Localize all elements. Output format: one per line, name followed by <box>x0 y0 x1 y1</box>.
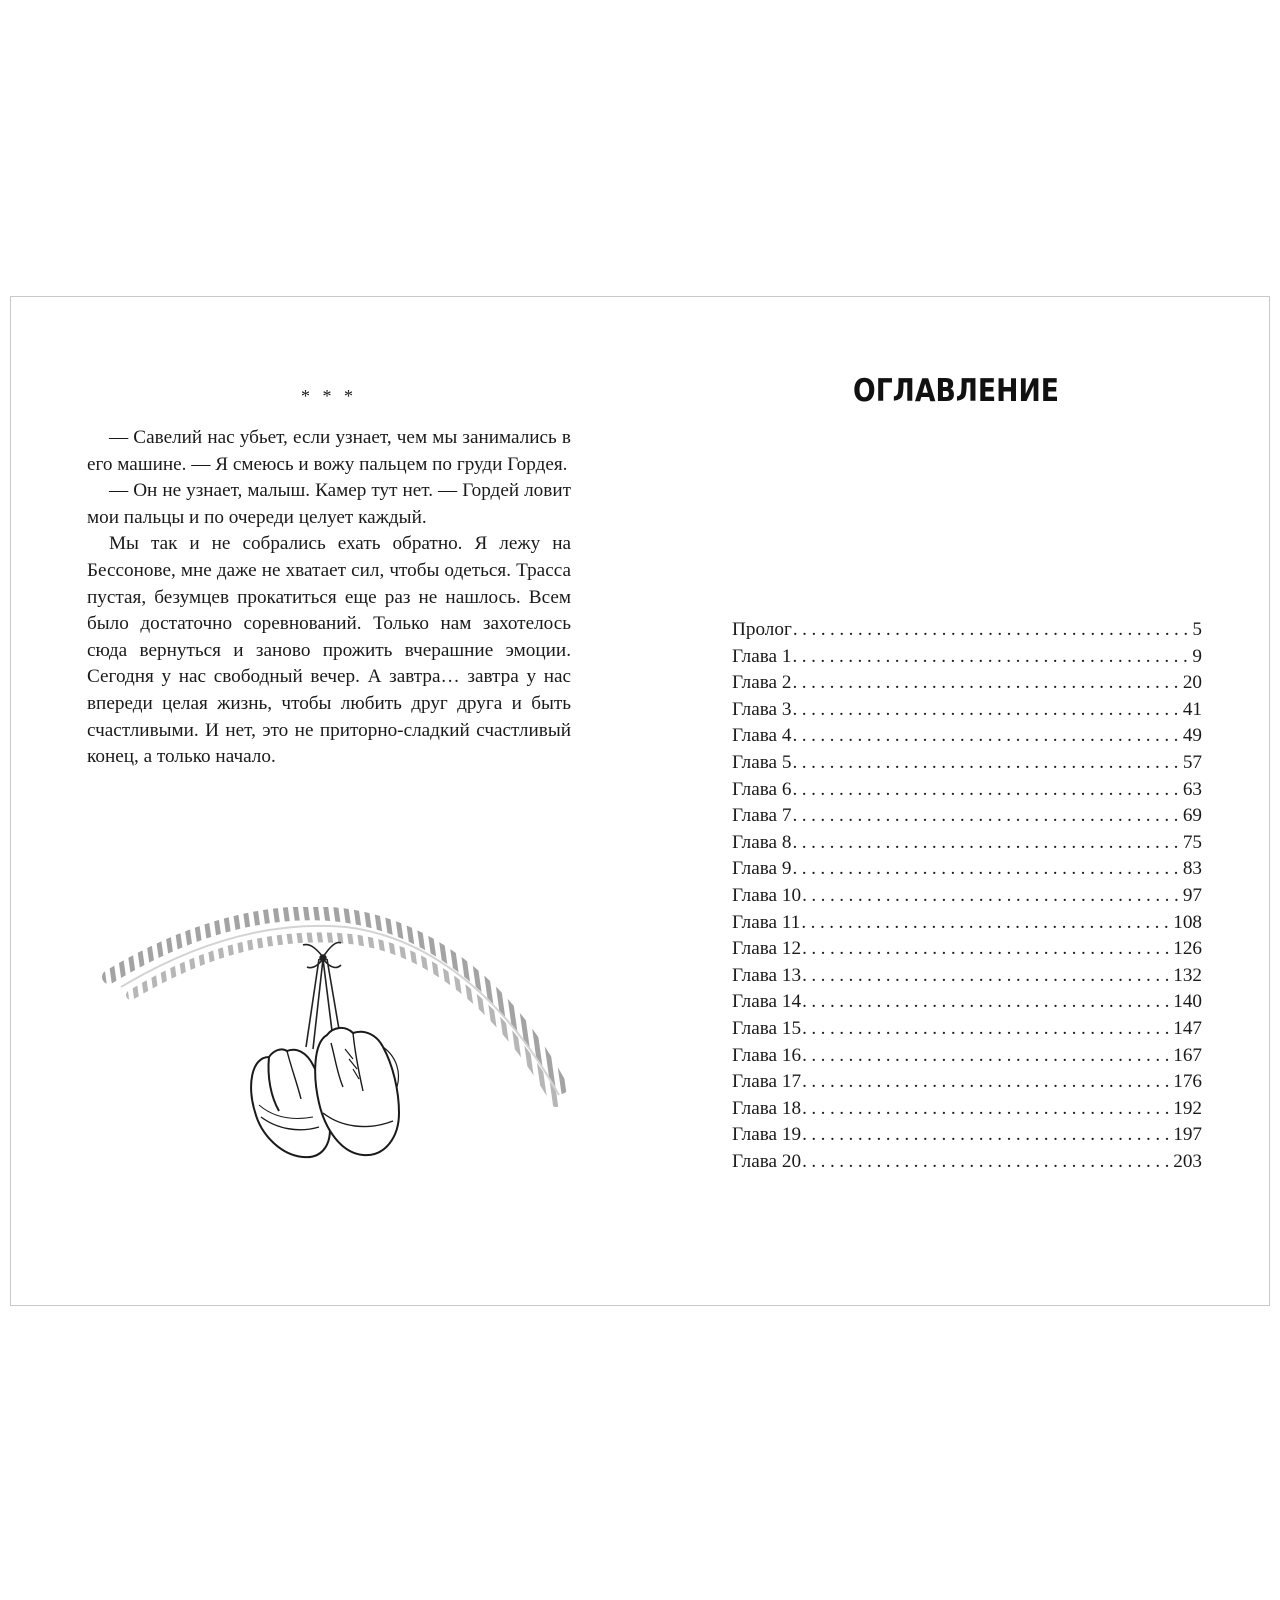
toc-leader-dots <box>792 777 1181 804</box>
toc-label: Глава 9 <box>732 858 792 880</box>
toc-label: Глава 19 <box>732 1124 802 1146</box>
section-separator: * * * <box>301 386 357 406</box>
toc-item[interactable] <box>732 697 1202 724</box>
toc-leader-dots <box>792 750 1181 777</box>
right-page <box>641 297 1271 1305</box>
toc-label: Глава 17 <box>732 1071 802 1093</box>
toc-item[interactable] <box>732 1016 1202 1043</box>
toc-item[interactable] <box>732 1122 1202 1149</box>
toc-item[interactable] <box>732 670 1202 697</box>
toc-leader-dots <box>792 723 1181 750</box>
toc-page-number: 57 <box>1182 751 1202 773</box>
toc-page-number: 97 <box>1182 884 1202 906</box>
toc-page-number: 83 <box>1182 858 1202 880</box>
toc-leader-dots <box>802 1149 1172 1176</box>
toc-page-number: 203 <box>1173 1150 1202 1172</box>
toc-page-number: 126 <box>1173 938 1202 960</box>
toc-item[interactable] <box>732 963 1202 990</box>
toc-label: Глава 8 <box>732 831 792 853</box>
toc-page-number: 5 <box>1192 619 1202 640</box>
toc-label: Глава 10 <box>732 884 802 906</box>
toc-leader-dots <box>801 910 1172 937</box>
toc-item[interactable] <box>732 883 1202 910</box>
toc-item[interactable] <box>732 830 1202 857</box>
toc-leader-dots <box>793 617 1192 644</box>
toc-leader-dots <box>792 856 1181 883</box>
toc-label: Глава 20 <box>732 1150 802 1172</box>
toc-leader-dots <box>802 989 1172 1016</box>
toc-item[interactable] <box>732 936 1202 963</box>
toc-item[interactable] <box>732 1043 1202 1070</box>
toc-item[interactable] <box>732 803 1202 830</box>
toc-page-number: 9 <box>1192 645 1202 667</box>
toc-label: Глава 4 <box>732 725 792 747</box>
toc-page-number: 192 <box>1173 1097 1202 1119</box>
paragraph: Мы так и не собрались ехать обратно. Я лежу на Бессонове, мне даже не хватает сил, чтобы одеться. Трасса пустая, безумцев прокатиться еще раз не нашлось. Всем было достаточно соревнований. Только нам захотелось сюда вернуться и заново прожить вчерашние эмоции. Сегодня у нас свободный вечер. А завтра… завтра у нас впереди целая жизнь, чтобы любить друг друга и быть счастливыми. И нет, это не приторно-сладкий счастливый конец, а только начало. <box>87 533 571 768</box>
toc-label: Глава 16 <box>732 1044 802 1066</box>
toc-leader-dots <box>792 830 1181 857</box>
toc-leader-dots <box>792 803 1181 830</box>
toc-item[interactable] <box>732 856 1202 883</box>
toc-label: Глава 5 <box>732 751 792 773</box>
toc-label: Пролог <box>732 619 792 640</box>
toc-leader-dots <box>802 963 1172 990</box>
toc-item[interactable] <box>732 1069 1202 1096</box>
toc-label: Глава 14 <box>732 991 802 1013</box>
toc-page-number: 49 <box>1182 725 1202 747</box>
toc-title: ОГЛАВЛЕНИЕ <box>853 373 1059 409</box>
toc-label: Глава 3 <box>732 698 792 720</box>
boxing-gloves-illustration <box>101 907 581 1197</box>
toc-page-number: 75 <box>1182 831 1202 853</box>
toc-page-number: 132 <box>1173 964 1202 986</box>
left-page <box>11 297 641 1305</box>
toc-item[interactable] <box>732 644 1202 671</box>
toc-leader-dots <box>792 644 1191 671</box>
toc-leader-dots <box>802 1016 1172 1043</box>
toc-page-number: 197 <box>1173 1124 1202 1146</box>
toc-leader-dots <box>802 883 1182 910</box>
toc-leader-dots <box>802 936 1172 963</box>
toc-label: Глава 18 <box>732 1097 802 1119</box>
toc-page-number: 167 <box>1173 1044 1202 1066</box>
toc-item[interactable] <box>732 989 1202 1016</box>
toc-item[interactable] <box>732 723 1202 750</box>
toc-page-number: 63 <box>1182 778 1202 800</box>
toc-page-number: 20 <box>1182 672 1202 694</box>
toc-item[interactable] <box>732 910 1202 937</box>
toc-leader-dots <box>792 670 1181 697</box>
toc-leader-dots <box>802 1096 1172 1123</box>
toc-page-number: 41 <box>1182 698 1202 720</box>
toc-page-number: 140 <box>1173 991 1202 1013</box>
paragraph: — Савелий нас убьет, если узнает, чем мы занимались в его машине. — Я смеюсь и вожу пальцем по груди Гордея. <box>87 427 571 475</box>
toc-label: Глава 11 <box>732 911 801 933</box>
toc-page-number: 147 <box>1173 1017 1202 1039</box>
toc-leader-dots <box>802 1122 1172 1149</box>
table-of-contents <box>732 617 1202 1175</box>
toc-leader-dots <box>802 1043 1172 1070</box>
toc-label: Глава 1 <box>732 645 792 667</box>
toc-label: Глава 2 <box>732 672 792 694</box>
toc-label: Глава 12 <box>732 938 802 960</box>
paragraph: — Он не узнает, малыш. Камер тут нет. — Гордей ловит мои пальцы и по очереди целует каждый. <box>87 480 571 528</box>
toc-item[interactable] <box>732 1096 1202 1123</box>
toc-leader-dots <box>802 1069 1172 1096</box>
toc-page-number: 108 <box>1173 911 1202 933</box>
toc-leader-dots <box>792 697 1181 724</box>
book-spread <box>10 296 1270 1306</box>
toc-page-number: 176 <box>1173 1071 1202 1093</box>
toc-label: Глава 15 <box>732 1017 802 1039</box>
toc-item[interactable] <box>732 777 1202 804</box>
toc-label: Глава 7 <box>732 805 792 827</box>
body-text <box>87 425 571 771</box>
toc-item[interactable] <box>732 617 1202 644</box>
toc-label: Глава 6 <box>732 778 792 800</box>
toc-item[interactable] <box>732 1149 1202 1176</box>
toc-item[interactable] <box>732 750 1202 777</box>
toc-label: Глава 13 <box>732 964 802 986</box>
toc-page-number: 69 <box>1182 805 1202 827</box>
